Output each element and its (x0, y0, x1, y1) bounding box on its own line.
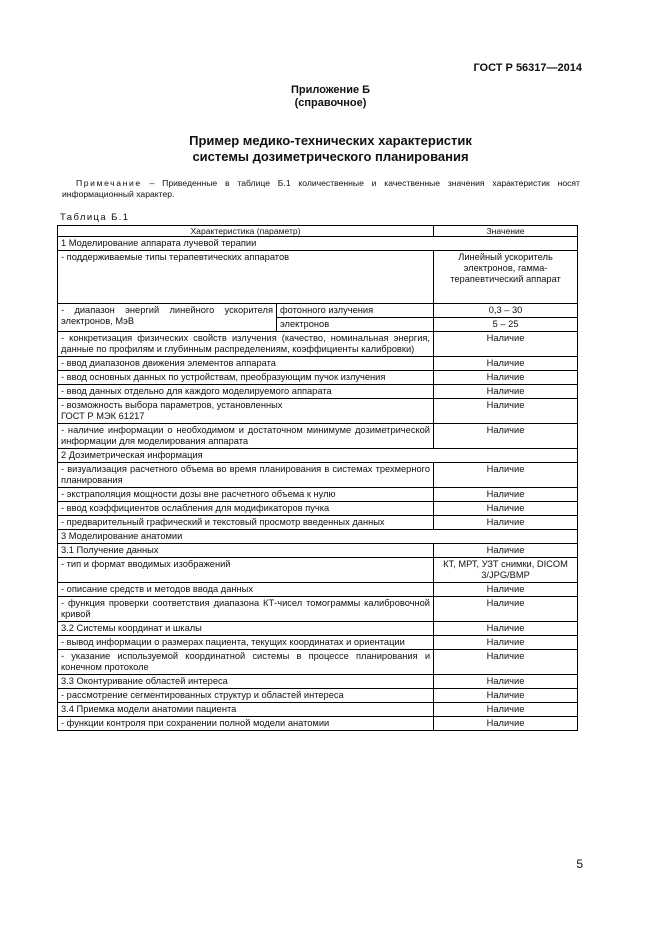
table-row (58, 424, 578, 449)
value-cell: Наличие (434, 689, 578, 703)
table-row (58, 385, 578, 399)
section-title: 3 Моделирование анатомии (58, 530, 578, 544)
param-cell: - конкретизация физических свойств излучения (качество, номинальная энергия, данные по профилям и глубинным распределениям, коэффициенты калибровки) (58, 332, 434, 357)
document-code: ГОСТ Р 56317—2014 (473, 62, 582, 74)
value-cell: КТ, МРТ, УЗТ снимки, DICOM 3/JPG/BMP (434, 558, 578, 583)
value-cell: Наличие (434, 650, 578, 675)
param-line: - возможность выбора параметров, установленных (61, 400, 283, 410)
value-cell: Наличие (434, 675, 578, 689)
param-cell: - поддерживаемые типы терапевтических аппаратов (58, 251, 434, 304)
param-cell: - экстраполяция мощности дозы вне расчетного объема к нулю (58, 488, 434, 502)
param-cell: - визуализация расчетного объема во время планирования в системах трехмерного планирования (58, 463, 434, 488)
value-cell: Наличие (434, 385, 578, 399)
section-row (58, 449, 578, 463)
characteristics-table (57, 225, 578, 731)
header-value: Значение (434, 226, 578, 237)
value-cell: Наличие (434, 357, 578, 371)
param-cell: - предварительный графический и текстовый просмотр введенных данных (58, 516, 434, 530)
subsection-title: 3.2 Системы координат и шкалы (58, 622, 434, 636)
value-cell: Наличие (434, 583, 578, 597)
param-cell: - рассмотрение сегментированных структур и областей интереса (58, 689, 434, 703)
table-row (58, 304, 578, 318)
subparam-cell: фотонного излучения (277, 304, 434, 318)
subsection-row (58, 703, 578, 717)
subsection-title: 3.1 Получение данных (58, 544, 434, 558)
param-cell: - тип и формат вводимых изображений (58, 558, 434, 583)
page-title-line-2: системы дозиметрического планирования (192, 149, 469, 164)
table-row (58, 357, 578, 371)
table-row (58, 636, 578, 650)
table-row (58, 597, 578, 622)
table-row (58, 558, 578, 583)
page-title-line-1: Пример медико-технических характеристик (189, 133, 472, 148)
value-cell: Наличие (434, 597, 578, 622)
table-row (58, 516, 578, 530)
value-cell: Наличие (434, 502, 578, 516)
section-row (58, 530, 578, 544)
value-cell: Наличие (434, 399, 578, 424)
subsection-title: 3.4 Приемка модели анатомии пациента (58, 703, 434, 717)
table-row (58, 371, 578, 385)
subsection-row (58, 544, 578, 558)
table-row (58, 463, 578, 488)
param-cell: - наличие информации о необходимом и достаточном минимуме дозиметрической информации для моделирования аппарата (58, 424, 434, 449)
value-cell: 0,3 – 30 (434, 304, 578, 318)
table-row (58, 332, 578, 357)
table-row (58, 583, 578, 597)
value-cell: Наличие (434, 516, 578, 530)
param-cell: - ввод данных отдельно для каждого моделируемого аппарата (58, 385, 434, 399)
note-paragraph (62, 178, 580, 200)
param-cell (58, 399, 434, 424)
table-row (58, 689, 578, 703)
appendix-title: Приложение Б (290, 84, 371, 96)
section-row (58, 237, 578, 251)
value-cell: Наличие (434, 463, 578, 488)
subsection-row (58, 622, 578, 636)
value-cell: Наличие (434, 636, 578, 650)
table-row (58, 502, 578, 516)
value-cell: Линейный ускоритель электронов, гамма-терапевтический аппарат (434, 251, 578, 304)
table-row (58, 488, 578, 502)
subsection-row (58, 675, 578, 689)
appendix-type: (справочное) (294, 97, 367, 109)
value-cell: Наличие (434, 703, 578, 717)
param-cell: - функция проверки соответствия диапазона КТ-чисел томограммы калибровочной кривой (58, 597, 434, 622)
value-cell: Наличие (434, 488, 578, 502)
value-cell: Наличие (434, 371, 578, 385)
table-row (58, 717, 578, 731)
param-cell: - ввод основных данных по устройствам, преобразующим пучок излучения (58, 371, 434, 385)
note-text: – Приведенные в таблице Б.1 количественные и качественные значения характеристик носят информационный характер. (62, 178, 580, 199)
table-label: Таблица Б.1 (60, 212, 130, 223)
param-cell: - вывод информации о размерах пациента, текущих координатах и ориентации (58, 636, 434, 650)
table-header-row (58, 226, 578, 237)
subparam-cell: электронов (277, 318, 434, 332)
page-number: 5 (576, 857, 583, 871)
value-cell: Наличие (434, 717, 578, 731)
header-param: Характеристика (параметр) (58, 226, 434, 237)
value-cell: Наличие (434, 544, 578, 558)
table-row (58, 650, 578, 675)
param-cell: - указание используемой координатной системы в процессе планирования и конечном протоколе (58, 650, 434, 675)
param-cell: - описание средств и методов ввода данных (58, 583, 434, 597)
param-cell: - функции контроля при сохранении полной модели анатомии (58, 717, 434, 731)
param-cell: - ввод коэффициентов ослабления для модификаторов пучка (58, 502, 434, 516)
subsection-title: 3.3 Оконтуривание областей интереса (58, 675, 434, 689)
appendix-heading (0, 84, 661, 110)
value-cell: Наличие (434, 332, 578, 357)
section-title: 1 Моделирование аппарата лучевой терапии (58, 237, 578, 251)
param-cell: - ввод диапазонов движения элементов аппарата (58, 357, 434, 371)
value-cell: Наличие (434, 622, 578, 636)
param-cell: - диапазон энергий линейного ускорителя электронов, МэВ (58, 304, 277, 332)
value-cell: 5 – 25 (434, 318, 578, 332)
section-title: 2 Дозиметрическая информация (58, 449, 578, 463)
table-row (58, 399, 578, 424)
param-line: ГОСТ Р МЭК 61217 (61, 411, 145, 421)
note-label: Примечание (76, 178, 142, 188)
page-title (0, 133, 661, 165)
table-row (58, 251, 578, 304)
value-cell: Наличие (434, 424, 578, 449)
